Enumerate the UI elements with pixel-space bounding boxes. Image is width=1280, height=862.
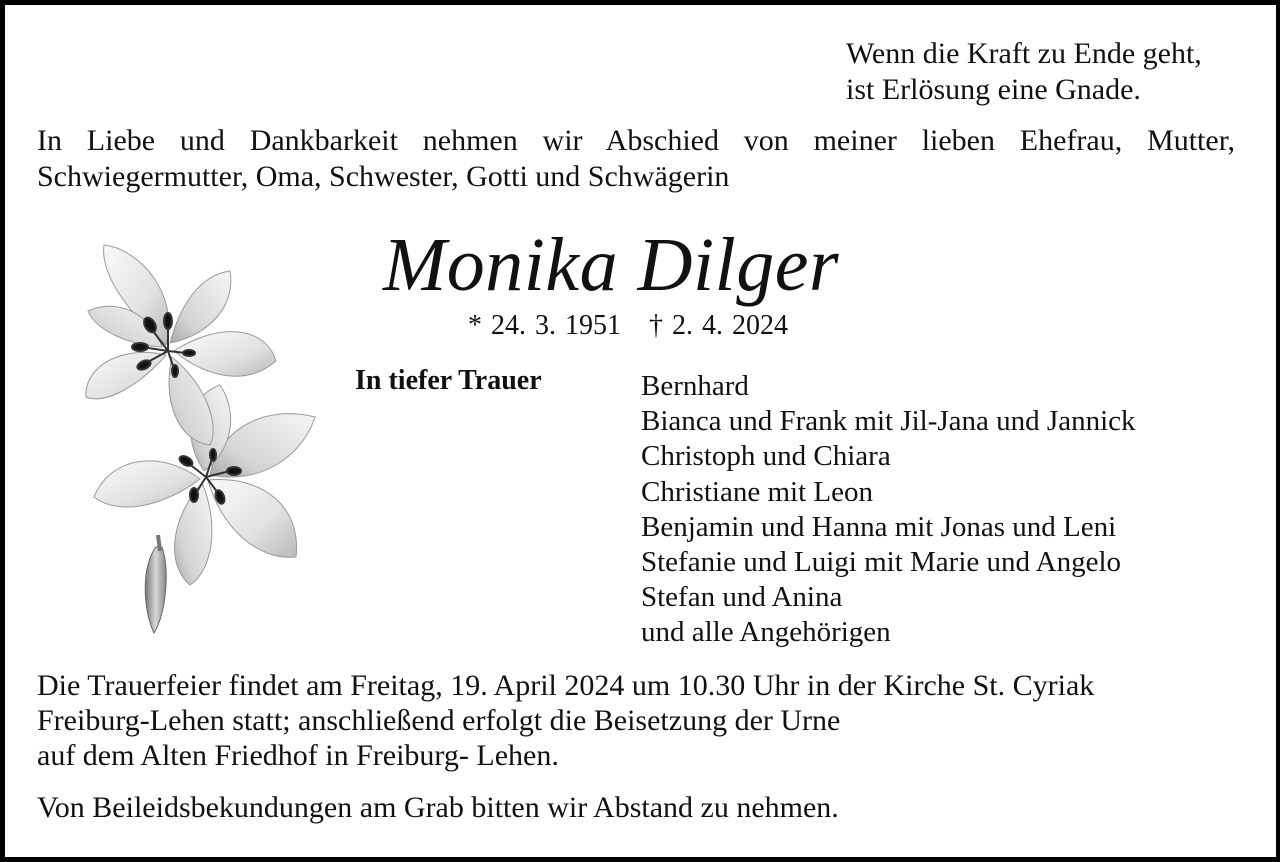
death-date: † 2. 4. 2024 [649,310,788,341]
mourners-list [641,369,1136,651]
funeral-line-1: Die Trauerfeier findet am Freitag, 19. April 2024 um 10.30 Uhr in der Kirche St. Cyriak [37,669,1095,702]
funeral-details [37,668,1094,773]
mourner-line: und alle Angehörigen [641,616,891,649]
mourner-line: Bianca und Frank mit Jil-Jana und Jannick [641,405,1136,438]
deceased-name: Monika Dilger [383,223,840,307]
mourner-line: Bernhard [641,370,749,402]
motto-quote [846,36,1202,108]
mourner-line: Stefan und Anina [641,581,843,614]
lily-flower-image [70,235,330,645]
closing-note: Von Beileidsbekundungen am Grab bitten wir Abstand zu nehmen. [37,791,839,824]
mourner-line: Benjamin und Hanna mit Jonas und Leni [641,510,1117,543]
mourner-line: Stefanie und Luigi mit Marie und Angelo [641,546,1122,579]
mourner-line: Christoph und Chiara [641,440,891,473]
mourning-label: In tiefer Trauer [355,365,542,396]
motto-line-2: ist Erlösung eine Gnade. [846,73,1141,106]
mourner-line: Christiane mit Leon [641,475,873,508]
motto-line-1: Wenn die Kraft zu Ende geht, [846,37,1202,70]
funeral-line-2: Freiburg-Lehen statt; anschließend erfolgt die Beisetzung der Urne [37,704,841,737]
birth-date: * 24. 3. 1951 [468,310,621,341]
funeral-line-3: auf dem Alten Friedhof in Freiburg- Lehen. [37,739,559,772]
life-dates [468,309,788,343]
intro-text: In Liebe und Dankbarkeit nehmen wir Abschied von meiner lieben Ehefrau, Mutter, Schwiegermutter, Oma, Schwester, Gotti und Schwägerin [37,124,1235,193]
